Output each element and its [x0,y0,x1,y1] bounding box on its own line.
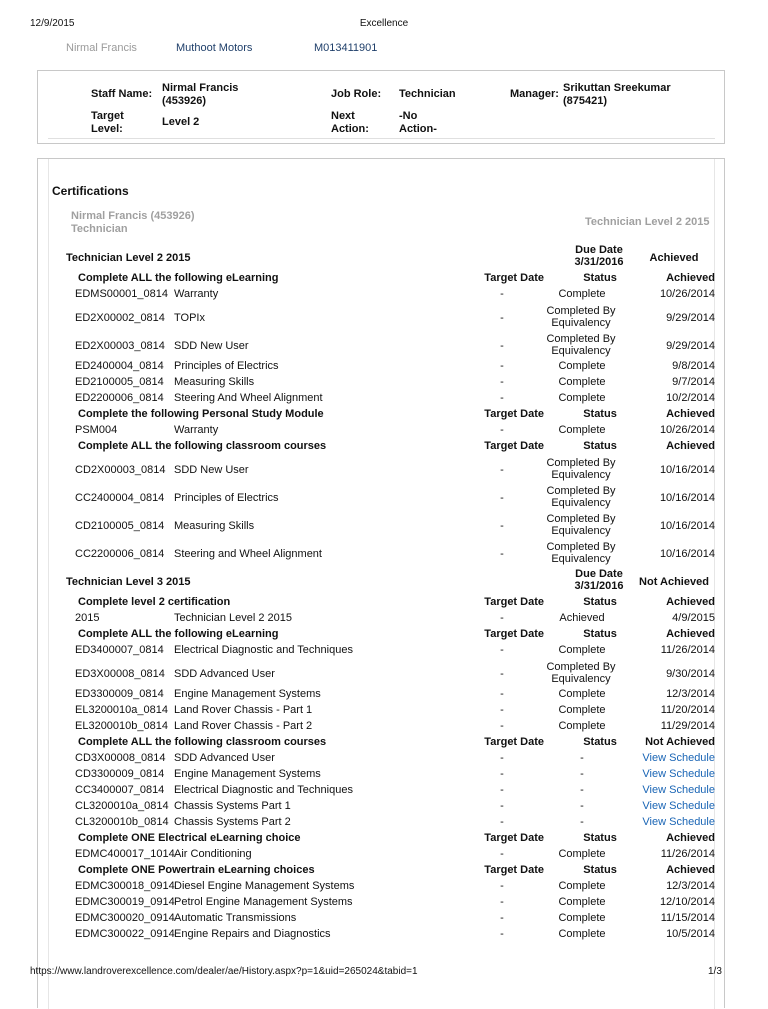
target-date-header: Target Date [484,864,544,876]
table-row [0,332,768,360]
section-header [0,736,768,752]
section-header [0,596,768,612]
target-date: - [500,768,504,780]
target-date: - [500,360,504,372]
course-code: ED2400004_0814 [75,360,164,372]
course-name: Warranty [174,424,219,436]
target-date-header: Target Date [484,408,544,420]
status: - [580,768,584,780]
course-code: CL3200010a_0814 [75,800,169,812]
cert-current-level: Technician Level 2 2015 [585,216,710,228]
course-code: ED2100005_0814 [75,376,164,388]
next-action-1: -No [399,110,418,122]
status-header: Status [583,736,617,748]
target-date: - [500,668,504,680]
target-date: - [500,704,504,716]
target-date: - [500,288,504,300]
course-code: 2015 [75,612,100,624]
achieved-header: Achieved [666,440,715,452]
status: Complete [558,644,606,656]
target-date: - [500,688,504,700]
due-date-label: Due Date [575,568,623,580]
course-code: CC2200006_0814 [75,548,165,560]
section-title: Complete the following Personal Study Module [78,408,324,420]
table-row [0,928,768,944]
course-code: EL3200010b_0814 [75,720,168,732]
target-date: - [500,752,504,764]
achieved-header: Achieved [666,408,715,420]
course-code: ED2X00002_0814 [75,312,165,324]
target-date-header: Target Date [484,832,544,844]
course-name: Diesel Engine Management Systems [174,880,355,892]
status: Complete [558,928,606,940]
course-code: EDMC300019_0914 [75,896,175,908]
table-row [0,288,768,304]
section-header [0,864,768,880]
course-code: EL3200010a_0814 [75,704,168,716]
course-code: EDMC300020_0914 [75,912,175,924]
status: Completed By Equivalency [546,457,616,481]
status-header: Status [583,440,617,452]
due-date-label: Due Date [575,244,623,256]
manager-line2: (875421) [563,95,608,107]
course-name: Principles of Electrics [174,360,279,372]
achieved-date: 9/29/2014 [666,340,715,352]
staff-name-label: Staff Name: [91,88,153,100]
achieved-date: 12/3/2014 [666,880,715,892]
course-name: Steering and Wheel Alignment [174,548,322,560]
course-name: SDD Advanced User [174,668,275,680]
cert-person [71,210,195,236]
target-date-header: Target Date [484,272,544,284]
course-code: CD3X00008_0814 [75,752,166,764]
course-name: Steering And Wheel Alignment [174,392,323,404]
staff-name-value [162,82,238,108]
next-action-label [331,110,369,136]
status: - [580,816,584,828]
section-title: Complete ONE Powertrain eLearning choices [78,864,315,876]
due-date-value: 3/31/2016 [574,256,624,268]
section-title: Complete ALL the following classroom courses [78,440,327,452]
level-header [0,568,768,596]
target-date: - [500,720,504,732]
course-code: CL3200010b_0814 [75,816,169,828]
status-header: Status [583,408,617,420]
table-row [0,848,768,864]
course-code: ED3400007_0814 [75,644,164,656]
achieved-date: 10/2/2014 [666,392,715,404]
course-code: CD2X00003_0814 [75,464,166,476]
target-date: - [500,376,504,388]
target-date: - [500,896,504,908]
target-date: - [500,464,504,476]
achieved-date: 11/29/2014 [660,720,715,732]
footer-page-number: 1/3 [708,966,722,977]
print-title: Excellence [359,18,409,29]
target-date: - [500,784,504,796]
status: Completed By Equivalency [546,485,616,509]
level-result: Not Achieved [639,576,709,588]
table-row [0,512,768,540]
course-name: Petrol Engine Management Systems [174,896,353,908]
section-title: Complete ALL the following classroom courses [78,736,327,748]
status-header: Status [583,596,617,608]
status: Complete [558,848,606,860]
manager-line1: Srikuttan Sreekumar [563,82,671,94]
table-row [0,816,768,832]
target-level-label-2: Level: [91,123,123,135]
status-header: Status [583,628,617,640]
achieved-header: Achieved [666,596,715,608]
target-level-label [91,110,124,136]
course-name: Land Rover Chassis - Part 1 [174,704,313,716]
course-name: Electrical Diagnostic and Techniques [174,784,353,796]
course-name: SDD New User [174,340,249,352]
target-date: - [500,800,504,812]
next-action-value [399,110,437,136]
table-row [0,880,768,896]
target-date: - [500,848,504,860]
achieved-date: 11/26/2014 [660,848,715,860]
section-title: Complete ALL the following eLearning [78,628,279,640]
table-row [0,376,768,392]
target-date-header: Target Date [484,596,544,608]
course-name: SDD New User [174,464,249,476]
section-header [0,272,768,288]
certifications-title: Certifications [52,184,129,198]
course-code: CC2400004_0814 [75,492,165,504]
course-name: Technician Level 2 2015 [174,612,293,624]
status: Complete [558,912,606,924]
target-date: - [500,520,504,532]
target-level-value: Level 2 [162,116,200,128]
status-header: Status [583,272,617,284]
view-schedule-link[interactable]: View Schedule [642,784,715,796]
course-name: Automatic Transmissions [174,912,297,924]
section-header [0,832,768,848]
status: Completed By Equivalency [546,333,616,357]
section-title: Complete ALL the following eLearning [78,272,279,284]
achieved-header: Achieved [666,832,715,844]
course-code: EDMC300022_0914 [75,928,175,940]
target-date: - [500,880,504,892]
course-code: ED2X00003_0814 [75,340,165,352]
job-role-value: Technician [399,88,456,100]
footer-url: https://www.landroverexcellence.com/dealer/ae/History.aspx?p=1&uid=265024&tabid=1 [30,966,418,977]
target-date: - [500,548,504,560]
target-date: - [500,340,504,352]
status: - [580,800,584,812]
status: - [580,784,584,796]
target-date-header: Target Date [484,736,544,748]
status: Completed By Equivalency [546,661,616,685]
job-role-label: Job Role: [331,88,382,100]
course-code: EDMS00001_0814 [75,288,168,300]
target-date-header: Target Date [484,440,544,452]
achieved-date: 12/10/2014 [659,896,715,908]
achieved-date: 10/16/2014 [659,464,715,476]
status: Completed By Equivalency [546,305,616,329]
achieved-header: Not Achieved [645,736,715,748]
target-date: - [500,424,504,436]
course-name: Electrical Diagnostic and Techniques [174,644,353,656]
course-name: Engine Management Systems [174,768,321,780]
achieved-date: 10/16/2014 [659,520,715,532]
due-date-value: 3/31/2016 [574,580,624,592]
status: Complete [558,720,606,732]
target-date: - [500,644,504,656]
target-date-header: Target Date [484,628,544,640]
course-name: Engine Management Systems [174,688,321,700]
achieved-date: 10/16/2014 [659,492,715,504]
status: Complete [558,392,606,404]
course-code: ED2200006_0814 [75,392,164,404]
table-row [0,720,768,736]
course-code: CD2100005_0814 [75,520,165,532]
achieved-date: 11/26/2014 [660,644,715,656]
status: Complete [558,880,606,892]
achieved-date: 9/7/2014 [672,376,715,388]
table-row [0,304,768,332]
status: Achieved [559,612,605,624]
course-code: CC3400007_0814 [75,784,165,796]
course-code: EDMC400017_1014 [75,848,175,860]
achieved-date: 11/20/2014 [660,704,715,716]
achieved-header: Achieved [666,864,715,876]
table-row [0,484,768,512]
status: Completed By Equivalency [546,541,616,565]
level-name: Technician Level 3 2015 [66,576,191,588]
topbar-person[interactable]: Nirmal Francis [66,42,137,54]
target-date: - [500,912,504,924]
course-code: ED3300009_0814 [75,688,164,700]
achieved-date: 9/8/2014 [672,360,715,372]
status: Complete [558,896,606,908]
table-row [0,896,768,912]
staff-name-line2: (453926) [162,95,207,107]
course-code: PSM004 [75,424,118,436]
staff-name-line1: Nirmal Francis [162,82,239,94]
course-name: Measuring Skills [174,520,255,532]
next-action-label-1: Next [331,110,355,122]
table-row [0,704,768,720]
cert-person-line2: Technician [71,223,128,235]
level-header [0,244,768,272]
achieved-date: 12/3/2014 [666,688,715,700]
achieved-date: 9/30/2014 [666,668,715,680]
table-row [0,768,768,784]
view-schedule-link[interactable]: View Schedule [642,752,715,764]
status: Complete [558,376,606,388]
status-header: Status [583,864,617,876]
section-header [0,440,768,456]
status: - [580,752,584,764]
target-date: - [500,312,504,324]
target-date: - [500,492,504,504]
target-date: - [500,816,504,828]
table-row [0,644,768,660]
table-row [0,360,768,376]
course-name: Measuring Skills [174,376,255,388]
achieved-date: 10/16/2014 [659,548,715,560]
status: Complete [558,288,606,300]
table-row [0,912,768,928]
manager-label: Manager: [510,88,559,100]
achieved-date: 10/5/2014 [666,928,715,940]
target-date: - [500,392,504,404]
section-title: Complete ONE Electrical eLearning choice [78,832,301,844]
table-row [0,392,768,408]
next-action-2: Action- [399,123,437,135]
achieved-header: Achieved [666,272,715,284]
status: Complete [558,704,606,716]
next-action-label-2: Action: [331,123,369,135]
achieved-date: 10/26/2014 [659,424,715,436]
course-name: Principles of Electrics [174,492,279,504]
achieved-date: 9/29/2014 [666,312,715,324]
section-title: Complete level 2 certification [78,596,231,608]
course-name: Chassis Systems Part 2 [174,816,291,828]
print-date: 12/9/2015 [30,18,75,29]
achieved-date: 4/9/2015 [672,612,715,624]
target-date: - [500,928,504,940]
status-header: Status [583,832,617,844]
topbar-code[interactable]: M013411901 [314,42,378,54]
topbar-dealer[interactable]: Muthoot Motors [176,42,253,54]
view-schedule-link[interactable]: View Schedule [642,800,715,812]
status: Complete [558,360,606,372]
course-name: Air Conditioning [174,848,252,860]
table-row [0,612,768,628]
status: Complete [558,688,606,700]
course-name: TOPIx [174,312,205,324]
section-header [0,408,768,424]
table-row [0,660,768,688]
level-result: Achieved [649,252,699,264]
table-row [0,424,768,440]
table-row [0,784,768,800]
course-name: SDD Advanced User [174,752,275,764]
target-date: - [500,612,504,624]
course-code: ED3X00008_0814 [75,668,165,680]
course-code: CD3300009_0814 [75,768,165,780]
cert-person-line1: Nirmal Francis (453926) [71,210,195,222]
course-code: EDMC300018_0914 [75,880,175,892]
target-level-label-1: Target [91,110,124,122]
achieved-date: 10/26/2014 [659,288,715,300]
status: Complete [558,424,606,436]
view-schedule-link[interactable]: View Schedule [642,768,715,780]
level-name: Technician Level 2 2015 [66,252,191,264]
course-name: Warranty [174,288,219,300]
table-row [0,800,768,816]
achieved-header: Achieved [666,628,715,640]
manager-value [563,82,671,108]
status: Completed By Equivalency [546,513,616,537]
table-row [0,752,768,768]
table-row [0,540,768,568]
table-row [0,688,768,704]
achieved-date: 11/15/2014 [660,912,715,924]
course-name: Engine Repairs and Diagnostics [174,928,331,940]
table-row [0,456,768,484]
section-header [0,628,768,644]
course-name: Chassis Systems Part 1 [174,800,291,812]
course-name: Land Rover Chassis - Part 2 [174,720,313,732]
view-schedule-link[interactable]: View Schedule [642,816,715,828]
